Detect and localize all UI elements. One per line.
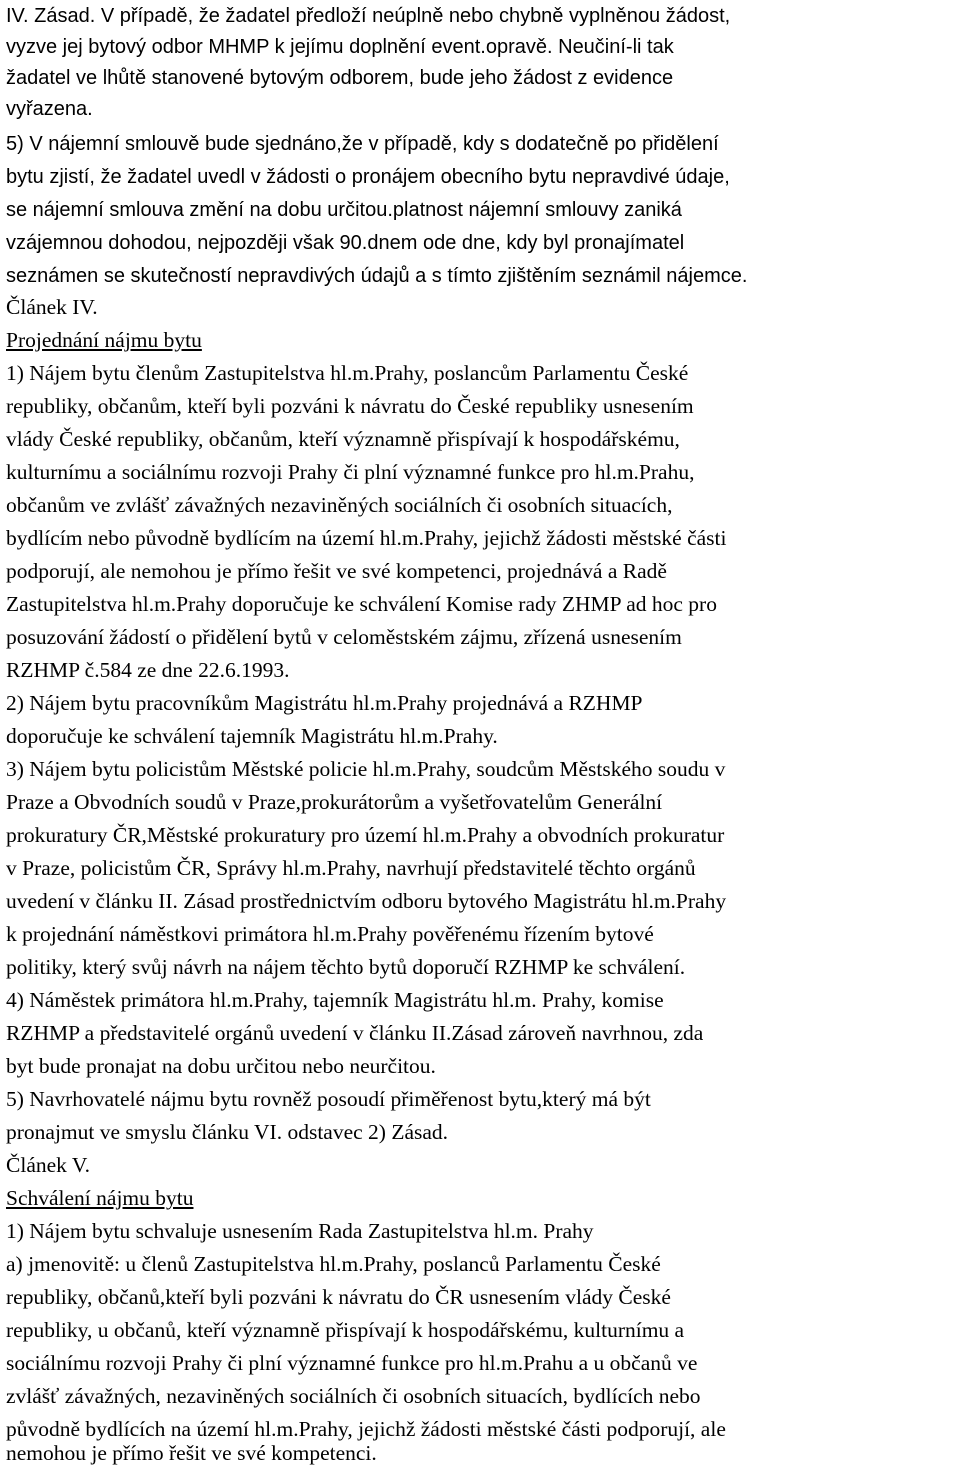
text-line: 2) Nájem bytu pracovníkům Magistrátu hl.m.Prahy projednává a RZHMP	[6, 691, 643, 715]
article-heading: Schválení nájmu bytu	[6, 1186, 194, 1210]
text-line: prokuratury ČR,Městské prokuratury pro území hl.m.Prahy a obvodních prokuratur	[6, 823, 725, 847]
text-line: 3) Nájem bytu policistům Městské policie hl.m.Prahy, soudcům Městského soudu v	[6, 757, 726, 781]
text-line: republiky, u občanů, kteří významně přispívají k hospodářskému, kulturnímu a	[6, 1318, 685, 1342]
text-line: seznámen se skutečností nepravdivých údajů a s tímto zjištěním seznámil nájemce.	[6, 265, 748, 287]
text-line: podporují, ale nemohou je přímo řešit ve své kompetenci, projednává a Radě	[6, 559, 667, 583]
text-line: a) jmenovitě: u členů Zastupitelstva hl.m.Prahy, poslanců Parlamentu České	[6, 1252, 661, 1276]
text-line: původně bydlících na území hl.m.Prahy, jejichž žádosti městské části podporují, ale	[6, 1417, 726, 1441]
text-line: doporučuje ke schválení tajemník Magistrátu hl.m.Prahy.	[6, 724, 498, 748]
text-line: republiky, občanům, kteří byli pozváni k návratu do České republiky usnesením	[6, 394, 694, 418]
text-line: IV. Zásad. V případě, že žadatel předloží neúplně nebo chybně vyplněnou žádost,	[6, 5, 731, 27]
text-line: k projednání náměstkovi primátora hl.m.Prahy pověřenému řízením bytové	[6, 922, 654, 946]
article-heading: Projednání nájmu bytu	[6, 328, 202, 352]
text-line: občanům ve zvlášť závažných nezaviněných sociálních či osobních situacích,	[6, 493, 673, 517]
text-line: žadatel ve lhůtě stanovené bytovým odborem, bude jeho žádost z evidence	[6, 67, 674, 89]
text-line: 4) Náměstek primátora hl.m.Prahy, tajemník Magistrátu hl.m. Prahy, komise	[6, 988, 664, 1012]
text-line: posuzování žádostí o přidělení bytů v celoměstském zájmu, zřízená usnesením	[6, 625, 682, 649]
text-line: byt bude pronajat na dobu určitou nebo neurčitou.	[6, 1054, 436, 1078]
text-line: kulturnímu a sociálnímu rozvoji Prahy či plní významné funkce pro hl.m.Prahu,	[6, 460, 695, 484]
text-line: Praze a Obvodních soudů v Praze,prokurátorům a vyšetřovatelům Generální	[6, 790, 663, 814]
text-line: 1) Nájem bytu členům Zastupitelstva hl.m.Prahy, poslancům Parlamentu České	[6, 361, 689, 385]
text-line: 1) Nájem bytu schvaluje usnesením Rada Zastupitelstva hl.m. Prahy	[6, 1219, 594, 1243]
text-line: vyřazena.	[6, 98, 93, 120]
text-line: pronajmut ve smyslu článku VI. odstavec 2) Zásad.	[6, 1120, 449, 1144]
text-line: politiky, který svůj návrh na nájem těchto bytů doporučí RZHMP ke schválení.	[6, 955, 686, 979]
text-line: uvedení v článku II. Zásad prostřednictvím odboru bytového Magistrátu hl.m.Prahy	[6, 889, 727, 913]
text-line: RZHMP a představitelé orgánů uvedení v článku II.Zásad zároveň navrhnou, zda	[6, 1021, 704, 1045]
text-line: v Praze, policistům ČR, Správy hl.m.Prahy, navrhují představitelé těchto orgánů	[6, 856, 696, 880]
text-line: se nájemní smlouva změní na dobu určitou.platnost nájemní smlouvy zaniká	[6, 199, 682, 221]
text-line: zvlášť závažných, nezaviněných sociálních či osobních situacích, bydlících nebo	[6, 1384, 701, 1408]
text-line: republiky, občanů,kteří byli pozváni k návratu do ČR usnesením vlády České	[6, 1285, 671, 1309]
article-label: Článek IV.	[6, 295, 98, 319]
text-line: vlády České republiky, občanům, kteří významně přispívají k hospodářskému,	[6, 427, 680, 451]
text-line: vyzve jej bytový odbor MHMP k jejímu doplnění event.opravě. Neučiní-li tak	[6, 36, 674, 58]
text-line: vzájemnou dohodou, nejpozději však 90.dnem ode dne, kdy byl pronajímatel	[6, 232, 685, 254]
text-line: 5) V nájemní smlouvě bude sjednáno,že v případě, kdy s dodatečně po přidělení	[6, 133, 719, 155]
text-line: RZHMP č.584 ze dne 22.6.1993.	[6, 658, 290, 682]
article-label: Článek V.	[6, 1153, 91, 1177]
text-line: bytu zjistí, že žadatel uvedl v žádosti o pronájem obecního bytu nepravdivé údaje,	[6, 166, 730, 188]
text-line: bydlícím nebo původně bydlícím na území hl.m.Prahy, jejichž žádosti městské části	[6, 526, 727, 550]
text-line: 5) Navrhovatelé nájmu bytu rovněž posoudí přiměřenost bytu,který má být	[6, 1087, 651, 1111]
text-line: Zastupitelstva hl.m.Prahy doporučuje ke schválení Komise rady ZHMP ad hoc pro	[6, 592, 717, 616]
text-line: nemohou je přímo řešit ve své kompetenci.	[6, 1441, 377, 1465]
text-line: sociálnímu rozvoji Prahy či plní významné funkce pro hl.m.Prahu a u občanů ve	[6, 1351, 698, 1375]
